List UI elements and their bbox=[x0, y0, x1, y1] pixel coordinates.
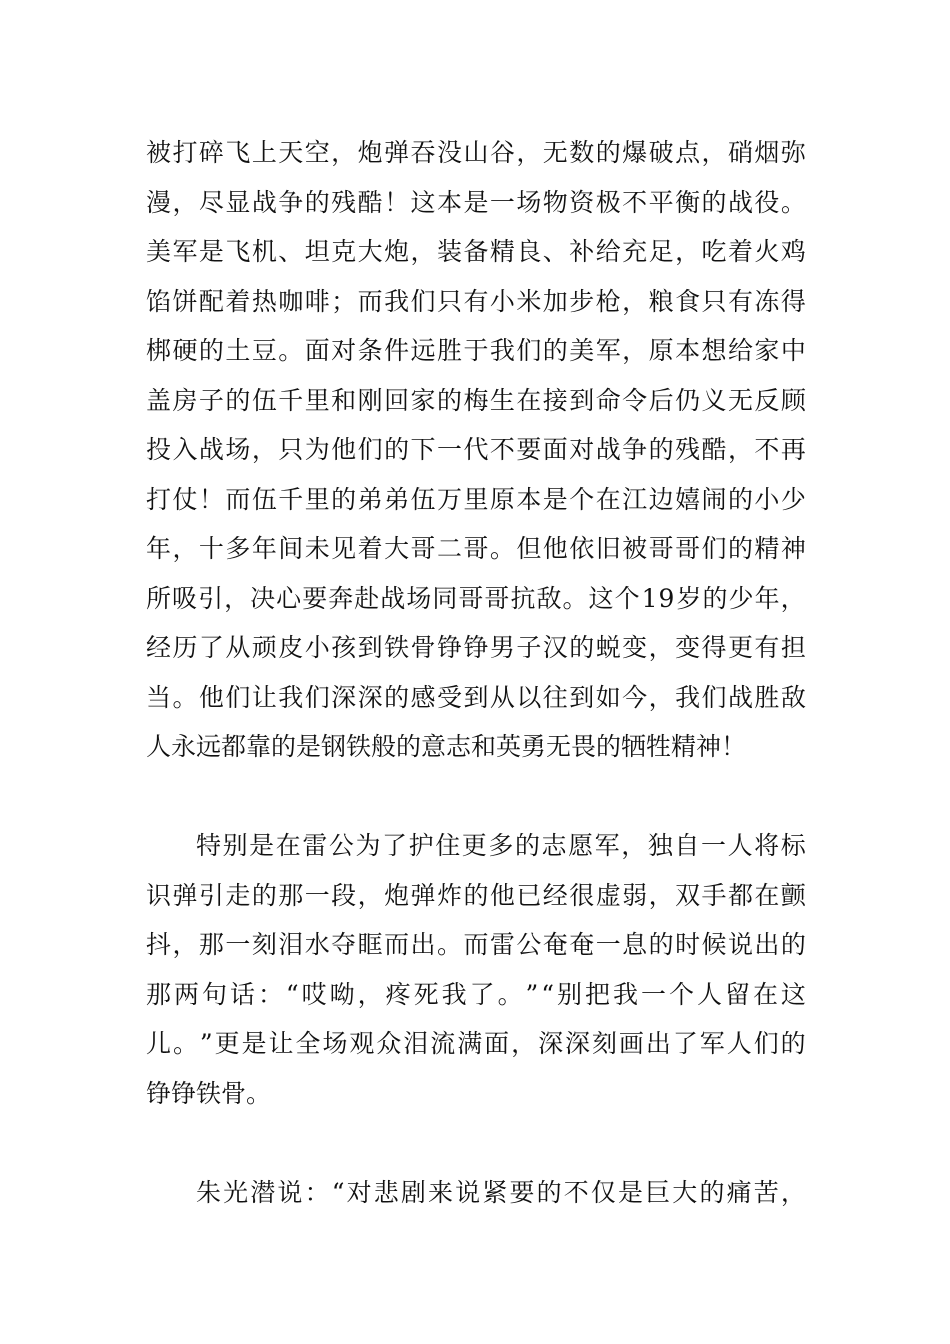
text-line: 识 弹 引 走 的 那 一 段 ， 炮 弹 炸 的 他 已 经 很 虚 弱 ， 双 手 都 在 颤 bbox=[146, 880, 806, 910]
text-line: 当 。 他 们 让 我 们 深 深 的 感 受 到 从 以 往 到 如 今 ， 我 们 战 胜 敌 bbox=[146, 682, 806, 712]
text-line: 美 军 是 飞 机 、 坦 克 大 炮 ， 装 备 精 良 、 补 给 充 足 ， 吃 着 火 鸡 bbox=[146, 237, 806, 266]
text-line: 盖 房 子 的 伍 千 里 和 刚 回 家 的 梅 生 在 接 到 命 令 后 仍 义 无 反 顾 bbox=[146, 385, 806, 415]
paragraph-gap bbox=[146, 1118, 806, 1168]
text-line: 那 两 句 话 ： “ 哎 呦 ， 疼 死 我 了 。 ” “ 别 把 我 一 个 人 留 在 这 bbox=[146, 979, 806, 1009]
paragraph-2 bbox=[146, 821, 806, 1118]
text-line: 所 吸 引 ， 决 心 要 奔 赴 战 场 同 哥 哥 抗 敌 。 这 个 1 9 岁 的 少 年 ， bbox=[146, 583, 806, 613]
text-line: 经 历 了 从 顽 皮 小 孩 到 铁 骨 铮 铮 男 子 汉 的 蜕 变 ， 变 得 更 有 担 bbox=[146, 633, 806, 662]
text-line: 年 ， 十 多 年 间 未 见 着 大 哥 二 哥 。 但 他 依 旧 被 哥 哥 们 的 精 神 bbox=[146, 534, 806, 563]
text-line: 儿 。 ” 更 是 让 全 场 观 众 泪 流 满 面 ， 深 深 刻 画 出 了 军 人 们 的 bbox=[146, 1029, 806, 1058]
document-body bbox=[146, 128, 806, 1217]
text-line: 馅 饼 配 着 热 咖 啡 ； 而 我 们 只 有 小 米 加 步 枪 ， 粮 食 只 有 冻 得 bbox=[146, 286, 806, 316]
paragraph-gap bbox=[146, 772, 806, 822]
text-line: 铮铮铁骨。 bbox=[146, 1078, 272, 1108]
text-line: 特 别 是 在 雷 公 为 了 护 住 更 多 的 志 愿 军 ， 独 自 一 人 将 标 bbox=[196, 831, 806, 860]
text-line: 抖 ， 那 一 刻 泪 水 夺 眶 而 出 。 而 雷 公 奄 奄 一 息 的 时 候 说 出 的 bbox=[146, 930, 806, 959]
text-line: 人永远都靠的是钢铁般的意志和英勇无畏的牺牲精神！ bbox=[146, 732, 747, 761]
text-line: 被 打 碎 飞 上 天 空 ， 炮 弹 吞 没 山 谷 ， 无 数 的 爆 破 点 ， 硝 烟 弥 bbox=[146, 138, 806, 167]
paragraph-1 bbox=[146, 128, 806, 772]
text-line: 梆 硬 的 土 豆 。 面 对 条 件 远 胜 于 我 们 的 美 军 ， 原 本 想 给 家 中 bbox=[146, 336, 806, 365]
text-line: 朱 光 潜 说 ： “ 对 悲 剧 来 说 紧 要 的 不 仅 是 巨 大 的 痛 苦 ， bbox=[196, 1177, 806, 1207]
paragraph-3 bbox=[146, 1168, 806, 1218]
text-line: 漫 ， 尽 显 战 争 的 残 酷 ！ 这 本 是 一 场 物 资 极 不 平 衡 的 战 役 。 bbox=[146, 187, 806, 217]
text-line: 打 仗 ！ 而 伍 千 里 的 弟 弟 伍 万 里 原 本 是 个 在 江 边 嬉 闹 的 小 少 bbox=[146, 484, 806, 514]
text-line: 投 入 战 场 ， 只 为 他 们 的 下 一 代 不 要 面 对 战 争 的 残 酷 ， 不 再 bbox=[146, 435, 806, 464]
